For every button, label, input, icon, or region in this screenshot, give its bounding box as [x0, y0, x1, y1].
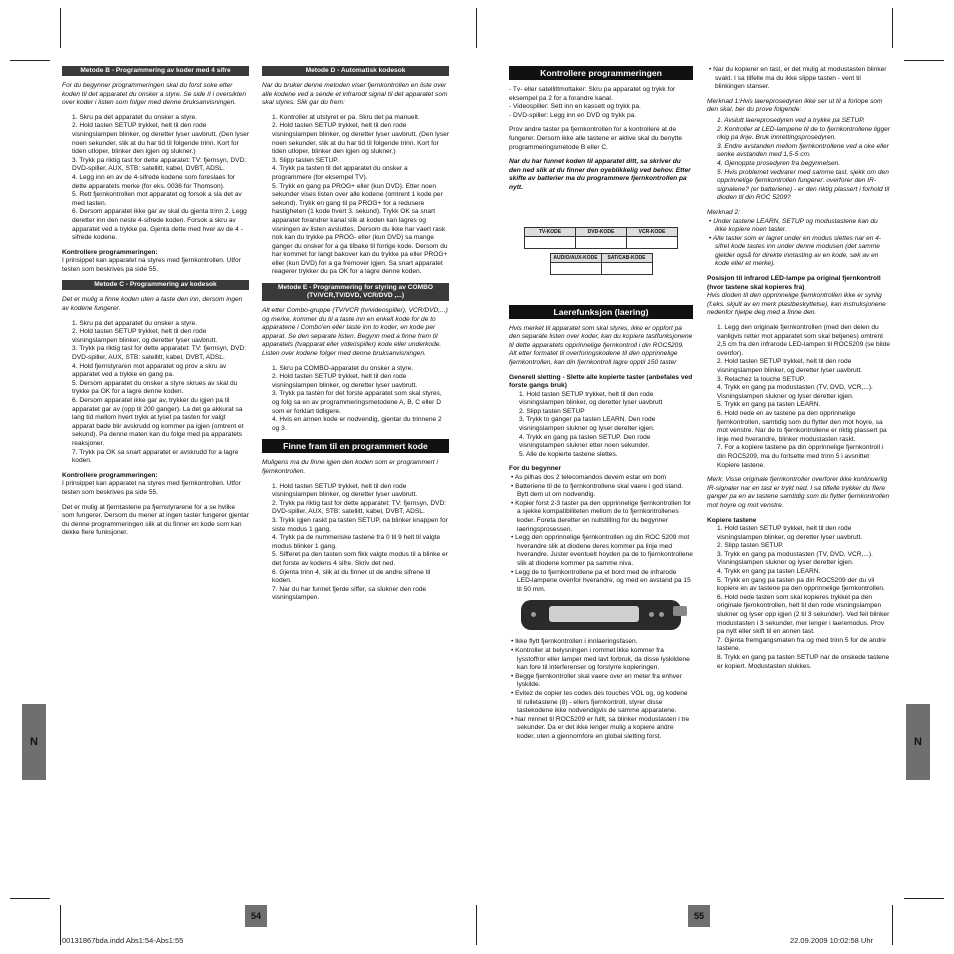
- list-item: - DVD-spiller: Legg inn en DVD og trykk pa.: [509, 111, 637, 119]
- subheading: Generell sletting - Slette alle kopierte taster (anbefales ved forste gangs bruk): [509, 373, 693, 390]
- list-item: • Nar minnet til ROC5209 er fullt, sa blinker modustasten i tre sekunder. Da er det ikke lenger mulig a kopiere andre koder, uten a gjennomfore en global sletting forst.: [511, 715, 690, 740]
- paragraph: I prinsippet kan apparatet na styres med fjernkontrollen. Utfor testen som beskrives pa side 55.: [62, 257, 241, 273]
- list-item: 5. Trykk en gang pa tasten pa din ROC5209 der du vil kopiere en av tastene pa den opprinnelige fjernkontrollen.: [717, 576, 885, 593]
- list-item: 3. Relachez la touche SETUP.: [717, 375, 806, 383]
- device-code-table: [524, 227, 678, 249]
- section-header: Metode C - Programmering av kodesok: [62, 280, 249, 290]
- subheading: Posisjon til infrarod LED-lampe pa original fjernkontroll (hvor tastene skal kopieres fra): [707, 275, 881, 291]
- list-item: 7. Nar du har funnet fjerde siffer, sa slukner den rode visningslampen.: [272, 585, 427, 602]
- crop-mark: [10, 898, 50, 899]
- code-box: SAT/CAB-KODE: [601, 253, 652, 274]
- list-item: 2. Hold tasten SETUP trykket, helt til den rode visningslampen blinker, og deretter lyser uavbrutt.: [272, 373, 418, 389]
- list-item: 2. Kontroller at LED-lampene til de to fjernkontrollene ligger rikig pa linje. Bruk innrettingsprosedyren.: [717, 125, 890, 142]
- list-item: • Nar du kopierer en tast, er det mulig at modustasten blinker svakt. I sa tilfelle ma du ikke slippe tasten - vent til blinkingen stanser.: [709, 66, 887, 91]
- list-item: • Legg den opprinnelige fjernkontrollen og din ROC 5209 mot hverandre slik at diodene deres kommer pa linje med hverandre. Juster eventuelt hoyden pa de to fjernkontrollene slik at diodene kommer pa samme niva.: [511, 534, 693, 567]
- list-item: 5. Dersom apparatet du onsker a styre skrues av skal du trykke pa OK for a lagre denne koden.: [72, 379, 238, 396]
- list-item: 6. Dersom apparatet ikke gar av skal du gjenta trinn 2. Legg deretter inn den neste 4-sifrede koden. Forsok a skru av apparatet ved a trykke pa. Gjenta dette med hver av de 4 -sifrede kodene.: [72, 208, 247, 242]
- list-item: • Kopier forst 2-3 taster pa den opprinnelige fjernkontrollen for a sjekke kompatibiliteten mellom de to fjernkontrollenes koder. Foreta deretter en nullstilling for du begynner laeringsprosessen.: [511, 499, 692, 533]
- list-item: 4. Trykk pa tasten til det apparatet du onsker a programmere (for eksempel TV).: [272, 165, 408, 181]
- list-item: 2. Hold tasten SETUP trykket, helt til den rode visningslampen blinker, og deretter lyser uavbrutt. (Den lyser noen sekunder, slik at du har tid til folgende trinn. Kort for tiden utloper, blinker den igjen og slukner.): [272, 122, 450, 156]
- section-intro: For du begynner programmeringen skal du forst soke etter koden til det apparatet du onsker a styre. Se side II i oversikten over koder i listen som folger med denne bruksanvisningen.: [62, 82, 246, 107]
- check-list: [509, 86, 693, 120]
- crop-mark: [904, 898, 944, 899]
- paragraph: Prov andre taster pa fjernkontrollen for a kontrollere at de fungerer. Dersom ikke alle tastene er aktive skal du benytte programmeringsmetode B eller C.: [509, 126, 682, 151]
- list-item: • Evitez de copier les codes des touches VOL og, og kodene til rulletastene (8) - ellers fjernkontroll, styrer disse tastekodene ikke nodvendigvis de samme apparatene.: [511, 689, 688, 715]
- list-item: 7. For a kopiere tastene pa din opprinnelige fjernkontroll i din ROC5209, ma du fortsette med trinn 5 i avsnittet Kopiere tastene.: [717, 444, 884, 469]
- list-item: 3. Trykk to ganger pa tasten LEARN. Den rode visningslampen slukner og lyser deretter igjen.: [519, 416, 656, 433]
- section-header: Kontrollere programmeringen: [509, 66, 693, 80]
- list-item: • As pilhas dos 2 telecomandos devem estar em bom: [511, 474, 667, 482]
- section-header: Laerefunksjon (laering): [509, 305, 693, 319]
- list-item: 7. Trykk pa OK sa snart apparatet er avskrudd for a lagre koden.: [72, 448, 239, 465]
- list-item: 6. Hold nede en av tastene pa den opprinnelige fjernkontrollen, samtidig som du flytter den mot hoyre, sa mot venstre. Nar de to fjernkontrollene er riktig plassert pa linje med hverandre, blinker modustasten raskt.: [717, 409, 887, 443]
- step-list: [707, 324, 891, 470]
- list-item: 5. Trykk en gang pa PROG+ eller (kun DVD). Etter noen sekunder vises listen over alle kodene (omtrent 1 kode per sekund). Trykk en gang til pa PROG+ for a redusere hastigheten (1 kode hvert 3. sekund). Trykk OK sa snart apparatet forandrer kanal slik at koden kan lagres og visningen av listen avsluttes. Dersom du ikke har vaert rask nok kan du trykke pa PROG- eller (kun DVD) sa mange ganger du onsker for a ga tilbake til forrige kode. Dersom du har kommet for langt bakover kan du trykke pa eller PROG+ eller (kun DVD) for a ga fremover igjen. Sa snart apparatet reagerer trykker du pa OK for a lagre denne koden.: [272, 182, 448, 276]
- list-item: • Kontroller at belysningen i rommet ikke kommer fra lysstoffror eller lamper med lavt forbruk, da disse lyskildene kan fore til interferenser og forstyrre kopieringen.: [511, 646, 690, 672]
- list-item: 4. Legg inn en av de 4-sifrede kodene som foreslaes for dette apparatets merke (for eks. 0036 for Thomson).: [72, 173, 236, 190]
- subheading: Kontrollere programmeringen:: [62, 471, 158, 479]
- print-footer-left: 00131867bda.indd Abs1:54-Abs1:55: [62, 936, 184, 945]
- list-item: 2. Slipp tasten SETUP.: [717, 542, 784, 550]
- section-intro: Hvis merket til apparatet som skal styres, ikke er oppfort pa den separate listen over koder, kan du kopiere tastfunksjonene til dette apparatets opprinnelige fjernkontroll i din ROC5209. Alt etter formatet til overforingskodene til den opprinnelige fjernkontrollen, kan din fjernkontroll lagre opptil 150 taster: [509, 324, 693, 366]
- list-item: 2. Slipp tasten SETUP: [519, 407, 585, 415]
- step-list: [62, 320, 249, 466]
- section-intro: Det er mulig a finne koden uten a taste den inn, dersom ingen av kodene fungerer.: [62, 296, 243, 313]
- list-item: 7. Gjenta fremgangsmaten fra og med trinn 5 for de andre tastene.: [717, 636, 886, 653]
- right-page-column-1: [509, 66, 693, 747]
- list-item: 2. Hold tasten SETUP trykket, helt til den rode visningslampen blinker, og deretter lyser uavbrutt. (Den lyser noen sekunder, slik at du har tid til folgende trinn. Kort for tiden utloper, blinker den igjen og slukner.): [72, 122, 250, 156]
- list-item: 1. Avslutt laereprosedyren ved a trykke pa SETUP.: [717, 116, 865, 124]
- device-code-table: [550, 253, 653, 275]
- bullet-list: [509, 474, 693, 594]
- section-intro: Alt etter Combo-gruppe (TV/VCR (tv/videospiller), VCR/DVD,...) og merke, kommer du til a taste inn en enkelt kode for de to apparatene i Combo'en eller taste inn to koder, en kode per apparat. Se den separate listen. Begynn med a finne frem til apparatets (tvapparat eller videospiller) kode eller underkode. Listen over kodene folger med denne bruksanvisningen.: [262, 307, 448, 358]
- crop-mark: [60, 8, 61, 48]
- list-item: 3. Trykk igjen raskt pa tasten SETUP, na blinker knappen for siste modus 1 gang.: [272, 516, 448, 533]
- list-item: • Legg de to fjernkontrollene pa et bord med de infrarode LED-lampene ovenfor hverandre, og med en avstand pa 15 til 50 mm.: [511, 568, 691, 593]
- crop-mark: [904, 60, 944, 61]
- remote-alignment-illustration: [521, 600, 681, 630]
- list-item: 1. Hold tasten SETUP trykket, helt til den rode visningslampen blinker, og deretter lyser uavbrutt.: [272, 482, 418, 499]
- step-list: [262, 483, 449, 603]
- list-item: 1. Skru pa det apparatet du onsker a styre.: [72, 113, 197, 121]
- bullet-list: [707, 66, 891, 92]
- bullet-list: [707, 218, 891, 270]
- list-item: 8. Trykk en gang pa tasten SETUP nar de onskede tastene er kopiert. Modustasten slukkes.: [717, 654, 890, 670]
- section-intro: Muligens ma du finne igjen den koden som er programmert i fjernkontrollen.: [262, 459, 438, 475]
- list-item: • Batteriene til de to fjernkontrollene skal vaere i god stand. Bytt dem ut om nodvendig.: [511, 482, 684, 499]
- list-item: 5. Trykk en gang pa tasten LEARN.: [717, 401, 821, 409]
- list-item: 4. Hold fjernstyraren mot apparatet og prov a skru av apparatet ved a trykke en gang pa.: [72, 362, 227, 379]
- step-list: [262, 365, 449, 434]
- paragraph: Det er mulig at fjerntastene pa fjernstyrarene for a se hvilke som fungerer. Dersom du mener at ingen taster fungerer gjentar du denne programmeringen slik at du finner en kode som kan dekke flere funksjoner.: [62, 503, 249, 537]
- code-box: AUDIO/AUX-KODE: [550, 253, 601, 274]
- list-item: 3. Trykk pa riktig tast for dette apparatet: TV: fjernsyn, DVD: DVD-spiller, AUX, STB: satellitt, kabel, DVBT, ADSL.: [72, 156, 247, 173]
- step-list: [62, 114, 249, 243]
- step-list: [262, 114, 449, 277]
- list-item: 3. Slipp tasten SETUP.: [272, 156, 339, 164]
- page-number: 54: [245, 905, 267, 927]
- code-box: DVD-KODE: [576, 227, 627, 248]
- list-item: • Under tastene LEARN, SETUP og modustastene kan du ikke kopiere noen taster.: [709, 217, 878, 234]
- list-item: 3. Trykk pa riktig tast for dette apparatet: TV: fjernsyn, DVD: DVD-spiller, AUX, STB: satellitt, kabel, DVBT, ADSL.: [72, 345, 247, 362]
- list-item: 5. Rett fjernkontrollen mot apparatet og forsok a sla det av med tasten.: [72, 191, 242, 207]
- list-item: 3. Trykk pa tasten for det forste apparatet som skal styres, og folg sa en av programmeringsmetodene A, B, C eller D som er forklart tidligere.: [272, 390, 442, 415]
- right-page-column-2: [707, 66, 891, 677]
- remark: Merk: Visse originale fjernkontroller overforer ikke kontinuerlig IR-signaler nar en tast er trykt ned. I sa tilfelle trykker du flere ganger pa en av tastene samtidig som du flytter fjernkontrollen mot hoyre og mot venstre.: [707, 476, 890, 509]
- list-item: 2. Hold tasten SETUP trykket, helt til den rode visningslampen blinker, og deretter lyser uavbrutt.: [72, 328, 218, 344]
- list-item: 4. Gjenoppta prosedyren fra begynnelsen.: [717, 159, 841, 167]
- list-item: 4. Trykk en gang pa modustasten (TV, DVD, VCR,...). Visningslampen slukner og lyser deretter igjen.: [717, 384, 873, 400]
- paragraph: I prinsippet kan apparatet na styres med fjernkontrollen. Utfor testen som beskrives pa side 55.: [62, 480, 241, 496]
- list-item: 4. Hvis en annen kode er nodvendig, gjentar du trinnene 2 og 3.: [272, 416, 442, 432]
- crop-mark: [476, 905, 477, 945]
- bullet-list: [509, 638, 693, 741]
- note-title: Merknad 2:: [707, 208, 740, 216]
- list-item: 5. Hvis problemet vedvarer med samme tast, sjekk om den opprinnelige fjernkontrollen fungerer: overforer den IR-signalene? (er batteriene) - er den riktig plassert i forhold til dioden til din ROC 5209?: [717, 168, 890, 202]
- list-item: 6. Hold nede tasten som skal kopieres trykket pa den originale fjernkontrollen, helt til den rode visningslampen slukner og lyser opp igjen (2 til 3 sekunder). Ved feil blinker modustasten i 3 sekunder, mer lenger i laeremodus. Prov pa nytt eller skift til en annen tast.: [717, 593, 890, 636]
- section-header: Metode E - Programmering for styring av COMBO (TV/VCR,TV/DVD, VCR/DVD ,...): [262, 283, 449, 301]
- subheading: Kopiere tastene: [707, 516, 757, 524]
- list-item: 1. Skru pa COMBO-apparatet du onsker a styre.: [272, 364, 414, 372]
- section-intro: Nar du bruker denne metoden viser fjernkontrollen en liste over alle kodene ved a sende et infrarodt signal til det apparatet som skal styres. Slik gar du frem:: [262, 82, 448, 107]
- step-list: [707, 525, 891, 671]
- important-note: Nar du har funnet koden til apparatet ditt, sa skriver du den ned slik at du finner den oyeblikkelig ved behov. Etter skifte av batterier ma du programmere fjernkontrollen pa nytt.: [509, 158, 691, 191]
- page-number: 55: [688, 905, 710, 927]
- step-list: [707, 117, 891, 203]
- list-item: 4. Trykk pa de nummeriske tastene fra 0 til 9 helt til valgte modus blinker 1 gang.: [272, 534, 441, 550]
- language-tab: N: [906, 704, 930, 780]
- list-item: 2. Hold tasten SETUP trykket, helt til den rode visningslampen blinker, og deretter lyser uavbrutt.: [717, 358, 863, 374]
- list-item: • Begge fjernkontroller skal vaere over en meter fra enhver lyskilde.: [511, 672, 682, 689]
- list-item: • Alle taster som er lagret under en modus slettes nar en 4-sifret kode tastes inn under denne modusen (det samme gjelder også for direkte inntasting av en kode, søk av en kode eller et merke).: [709, 234, 882, 268]
- list-item: 5. Sifferet pa den tasten som fikk valgte modus til a blinke er det forste av kodens 4 sifre. Skriv det ned.: [272, 551, 448, 567]
- list-item: 6. Gjenta trinn 4, slik at du finner ut de andre sifrene til koden.: [272, 568, 431, 585]
- list-item: 2. Trykk pa riktig tast for dette apparatet: TV: fjernsyn, DVD: DVD-spiller, AUX, STB: satellitt, kabel, DVBT, ADSL.: [272, 499, 447, 516]
- language-tab: N: [22, 704, 46, 780]
- list-item: 5. Alle de kopierte tastene slettes.: [519, 450, 618, 458]
- list-item: 1. Hold tasten SETUP trykket, helt til den rode visningslampen blinker, og deretter lyser uavbrutt: [519, 390, 663, 407]
- list-item: 3. Trykk en gang pa modustasten (TV, DVD, VCR,...). Visningslampen slukner og lyser deretter igjen.: [717, 550, 873, 567]
- list-item: • Ikke flytt fjernkontrollen i innlaeringsfasen.: [511, 638, 638, 646]
- subheading: Kontrollere programmeringen:: [62, 248, 158, 256]
- crop-mark: [10, 60, 50, 61]
- list-item: 1. Kontroller at utstyret er pa. Skru det pa manuelt.: [272, 113, 420, 121]
- crop-mark: [60, 905, 61, 945]
- note-title: Merknad 1:Hvis laereprosedyren ikke ser ut til a forlope som den skal, ber du prove folgende:: [707, 97, 883, 114]
- left-page-column-2: [262, 66, 449, 609]
- code-box: VCR-KODE: [627, 227, 678, 248]
- crop-mark: [892, 905, 893, 945]
- crop-mark: [892, 8, 893, 48]
- list-item: 1. Skru pa det apparatet du onsker a styre.: [72, 319, 197, 327]
- section-header: Metode B - Programmering av koder med 4 sifre: [62, 66, 249, 76]
- print-footer-right: 22.09.2009 10:02:58 Uhr: [790, 936, 873, 945]
- list-item: - Tv- eller satellittmottaker: Skru pa apparatet og trykk for eksempel pa 2 for a forandre kanal.: [509, 86, 676, 102]
- paragraph: Hvis dioden til den opprinnelige fjernkontrollen ikke er synlig (f.eks. skjult av en merk plastbeskyttelse), kan instruksjonene nedenfor hjelpe deg med a finne den.: [707, 292, 886, 317]
- crop-mark: [476, 8, 477, 48]
- list-item: 4. Trykk en gang pa tasten SETUP. Den rode visningslampen slukner etter noen sekunder.: [519, 433, 651, 450]
- list-item: 4. Trykk en gang pa tasten LEARN.: [717, 568, 821, 576]
- list-item: 6. Dersom apparatet ikke gar av, trykker du igjen pa til apparatet gar av (opp til 200 ganger). La det ga akkurat sa lang tid mellom hvert trykk at lyset pa tasten for valgt apparat bade blir avskrudd og kommer pa igjen (omtrent et sekund). Pa denne maten kan du folge med pa apparatets reaksjoner.: [72, 397, 244, 447]
- section-header: Metode D - Automatisk kodesok: [262, 66, 449, 76]
- list-item: 1. Hold tasten SETUP trykket, helt til den rode visningslampen blinker, og deretter lyser uavbrutt.: [717, 525, 863, 541]
- list-item: - Videospiller: Sett inn en kassett og trykk pa.: [509, 103, 641, 111]
- step-list: [509, 391, 693, 460]
- list-item: 3. Endre avstanden mellom fjernkontrollene ved a oke eller senke avstanden med 1,5-5 cm.: [717, 142, 889, 159]
- subheading: For du begynner: [509, 465, 562, 473]
- left-page-column-1: [62, 66, 249, 544]
- code-box: TV-KODE: [525, 227, 576, 248]
- section-header: Finne fram til en programmert kode: [262, 439, 449, 453]
- list-item: 1. Legg den originale fjernkontrollen (med den delen du vanligvis retter mot apparatet som skal betjenes) omtrent 2,5 cm fra den infrarode LED-lampen til ROC5209 (se bilde ovenfor).: [717, 324, 890, 357]
